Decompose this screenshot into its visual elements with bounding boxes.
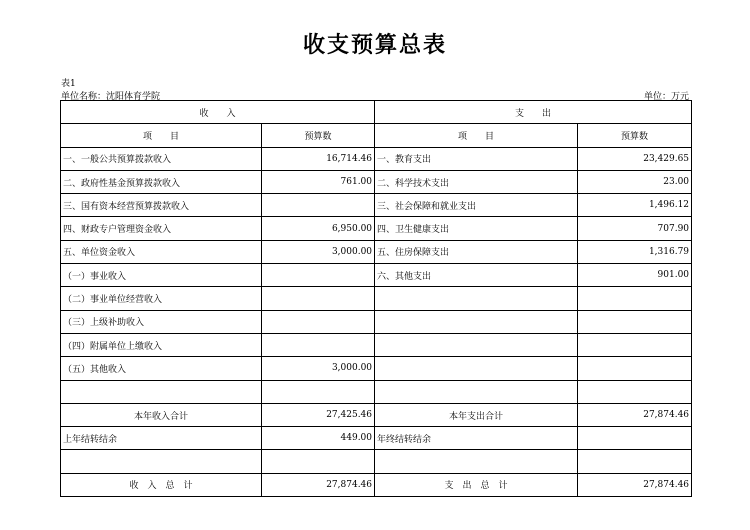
- grand-totals-row: [61, 473, 692, 496]
- income-value-cell: 761.00: [262, 170, 375, 193]
- income-value-cell: 6,950.00: [262, 217, 375, 240]
- income-item-header: 项 目: [61, 124, 262, 147]
- income-item-cell: 三、国有资本经营预算拨款收入: [61, 194, 262, 217]
- income-item-cell: （四）附属单位上缴收入: [61, 333, 262, 356]
- expense-value-cell: 707.90: [578, 217, 692, 240]
- income-item-cell: 一、一般公共预算拨款收入: [61, 147, 262, 170]
- table-row: [61, 170, 692, 193]
- expense-item-cell: 五、住房保障支出: [375, 240, 578, 263]
- expense-item-cell: 二、科学技术支出: [375, 170, 578, 193]
- expense-value-cell: 1,316.79: [578, 240, 692, 263]
- income-value-cell: [262, 264, 375, 287]
- income-item-cell: （五）其他收入: [61, 357, 262, 380]
- expense-grand-total-label: 支 出 总 计: [375, 473, 578, 496]
- expense-item-cell: 四、卫生健康支出: [375, 217, 578, 240]
- expense-value-cell: [578, 333, 692, 356]
- expense-item-cell: [375, 310, 578, 333]
- expense-year-total-label: 本年支出合计: [375, 403, 578, 426]
- expense-value-cell: 1,496.12: [578, 194, 692, 217]
- table-row: [61, 194, 692, 217]
- income-budget-header: 预算数: [262, 124, 375, 147]
- table-row: [61, 357, 692, 380]
- expense-section-header: 支 出: [375, 101, 692, 124]
- table-row: [61, 217, 692, 240]
- income-value-cell: 16,714.46: [262, 147, 375, 170]
- expense-carryover-label: 年终结转结余: [375, 427, 578, 450]
- income-value-cell: 3,000.00: [262, 357, 375, 380]
- income-value-cell: [262, 380, 375, 403]
- table-row: [61, 240, 692, 263]
- income-year-total-value: 27,425.46: [262, 403, 375, 426]
- income-carryover-label: 上年结转结余: [61, 427, 262, 450]
- income-value-cell: 3,000.00: [262, 240, 375, 263]
- year-totals-row: [61, 403, 692, 426]
- income-value-cell: [262, 310, 375, 333]
- table-row: [61, 287, 692, 310]
- income-item-cell: 四、财政专户管理资金收入: [61, 217, 262, 240]
- expense-value-cell: [578, 310, 692, 333]
- table-number: 表1: [61, 79, 76, 89]
- income-section-header: 收 入: [61, 101, 375, 124]
- expense-budget-header: 预算数: [578, 124, 692, 147]
- expense-value-cell: [578, 380, 692, 403]
- expense-item-cell: [375, 380, 578, 403]
- expense-value-cell: 901.00: [578, 264, 692, 287]
- expense-value-cell: 23.00: [578, 170, 692, 193]
- income-item-cell: （二）事业单位经营收入: [61, 287, 262, 310]
- unit-name: 单位名称：沈阳体育学院: [61, 92, 161, 102]
- expense-value-cell: [578, 357, 692, 380]
- blank-row: [61, 450, 692, 473]
- expense-item-cell: [375, 287, 578, 310]
- income-item-cell: 五、单位资金收入: [61, 240, 262, 263]
- expense-value-cell: [578, 287, 692, 310]
- budget-summary-table: [60, 100, 692, 497]
- income-carryover-value: 449.00: [262, 427, 375, 450]
- column-header-row: [61, 124, 692, 147]
- table-row: [61, 147, 692, 170]
- expense-grand-total-value: 27,874.46: [578, 473, 692, 496]
- expense-year-total-value: 27,874.46: [578, 403, 692, 426]
- expense-item-cell: 一、教育支出: [375, 147, 578, 170]
- section-header-row: [61, 101, 692, 124]
- income-item-cell: （三）上级补助收入: [61, 310, 262, 333]
- income-item-cell: （一）事业收入: [61, 264, 262, 287]
- carryover-row: [61, 427, 692, 450]
- table-row: [61, 380, 692, 403]
- table-row: [61, 310, 692, 333]
- page-title: 收支预算总表: [302, 32, 447, 58]
- income-value-cell: [262, 194, 375, 217]
- expense-item-cell: [375, 333, 578, 356]
- expense-carryover-value: [578, 427, 692, 450]
- expense-item-cell: [375, 357, 578, 380]
- currency-unit: 单位：万元: [643, 92, 689, 102]
- income-value-cell: [262, 333, 375, 356]
- expense-value-cell: 23,429.65: [578, 147, 692, 170]
- income-grand-total-label: 收 入 总 计: [61, 473, 262, 496]
- income-value-cell: [262, 287, 375, 310]
- income-year-total-label: 本年收入合计: [61, 403, 262, 426]
- income-item-cell: [61, 380, 262, 403]
- expense-item-cell: 三、社会保障和就业支出: [375, 194, 578, 217]
- income-grand-total-value: 27,874.46: [262, 473, 375, 496]
- table-row: [61, 264, 692, 287]
- expense-item-header: 项 目: [375, 124, 578, 147]
- expense-item-cell: 六、其他支出: [375, 264, 578, 287]
- table-row: [61, 333, 692, 356]
- income-item-cell: 二、政府性基金预算拨款收入: [61, 170, 262, 193]
